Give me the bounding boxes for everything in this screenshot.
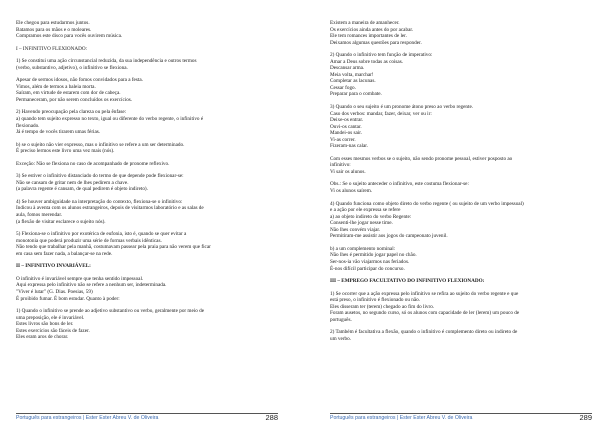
text-line: Estes livros são bons de ler. <box>16 321 74 328</box>
text-line: Ele chegou para estudarmos juntos. <box>16 20 90 26</box>
text-line: Não tendo que trabalhar pela manhã, costumavam passear pela praia para não verem que ficar <box>16 244 211 251</box>
left-page-footer <box>16 413 278 422</box>
left-page <box>16 20 278 424</box>
text-line: Fizeram-nas calar. <box>330 143 369 150</box>
text-line: aula, fomos merendar. <box>16 212 63 219</box>
text-line: Com esses mesmos verbos se o sujeito, não sendo pronome pessoal, estiver posposto ao <box>330 155 513 162</box>
text-line: Deixe-os entrar. <box>330 117 364 124</box>
text-line: 4) Se houver ambiguidade na interpretação do contexto, flexiona-se o infinitivo: <box>16 198 183 205</box>
text-line: 5) Flexiona-se o infinitivo por exotérica de eufonia, isto é, quando se quer evitar a <box>16 231 187 238</box>
page-number: 288 <box>265 413 278 422</box>
text-line: Consenti-lhe jogar nesse time. <box>330 220 393 227</box>
text-line: está preso, o infinitivo é flexionado ou não. <box>330 297 421 304</box>
text-line: flexionado. <box>16 122 40 129</box>
footer-rule <box>16 413 278 414</box>
text-line: Eles disseram ter (terem) chegado ao fim do livro. <box>330 303 435 310</box>
text-line: (a palavra regente é cansam, de qual pedirem é objeto indireto). <box>16 186 148 193</box>
text-line: 2) Havendo preocupação pela clareza ou pela ênfase: <box>16 109 127 116</box>
footer-rule <box>330 413 592 414</box>
section-heading: II – INFINITIVO INVARIÁVEL: <box>16 263 91 270</box>
text-line: 1) Se constitui uma ação circunstancial reduzida, da sua independência e outros termos <box>16 58 197 65</box>
text-line: I – INFINITIVO FLEXIONADO: <box>16 45 88 52</box>
text-line: 1) Quando o infinitivo se prende ao adjetivo substantivo ou verbo, geralmente por meio de <box>16 308 204 315</box>
section-heading: III – EMPREGO FACULTATIVO DO INFINITIVO FLEXIONADO: <box>330 278 485 285</box>
text-line: Compramos este disco para vocês ouvirem música. <box>16 33 123 40</box>
text-line: Saíram, em virtude de estarem com dor de cabeça. <box>16 90 121 97</box>
text-line: uma preposição, ele é invariável. <box>16 314 85 321</box>
text-line: (a flexão de visitar esclarece o sujeito nós). <box>16 218 106 225</box>
text-line: O infinitivo é invariável sempre que tenha sentido impessoal. <box>16 275 144 282</box>
text-line: Ser-nos-ia vão viajarmos nas feriados. <box>330 258 410 265</box>
text-line: É-nos difícil participar do concurso. <box>330 265 405 272</box>
text-line: Obs.: Se o sujeito anteceder o infinitivo, este costuma flexionar-se: <box>330 181 469 188</box>
text-line: Não se cansam de gritar nem de lhes pedirem a chave. <box>16 179 129 186</box>
footer-text: Português para estrangeiros | Ester Ester Abreu V. de Oliveira <box>330 415 473 421</box>
text-line: Batamos para os mãos e o moleares. <box>16 26 92 33</box>
text-line: Cessar fogo. <box>330 84 356 91</box>
page-number: 289 <box>579 413 592 422</box>
text-line: Apesar de sermos idosos, não fomos convidados para a festa. <box>16 77 143 84</box>
text-line: Vi sair os alunos. <box>330 168 366 175</box>
text-line: Preparar para o combate. <box>330 91 382 98</box>
text-line: b) se o sujeito não vier expresso, mas o infinitivo se refere a um ser determinado. <box>16 141 185 148</box>
text-line: Vimos, além de termos a baleia morta. <box>16 83 96 90</box>
text-line: Já é tempo de vocês tirarem umas férias. <box>16 129 101 136</box>
text-line: Eles eram aros de chorar. <box>16 334 69 341</box>
text-line: infinitivo: <box>330 162 351 169</box>
text-line: 2) Também é facultativa a flexão, quando o infinitivo é complemento direto ou indireto de <box>330 329 518 336</box>
text-line: 1) Se ocorrer que a ação expressa pelo infinitivo se refira ao sujeito do verbo regente e que <box>330 290 519 297</box>
text-line: Foram ausetos, no segundo curso, só os alunos com capacidade de ler (lerem) um pouco de <box>330 310 520 317</box>
text-line: um verbo. <box>330 335 352 342</box>
text-line: Estes exercícios são fáceis de fazer. <box>16 327 90 334</box>
text-line: É proibido fumar. É bom estudar. Quanto à poder: <box>16 295 120 302</box>
text-line: Completar as lacunas. <box>330 78 376 85</box>
text-line: Não lhes convém viajar. <box>330 226 381 233</box>
text-line: Não lhes é permitido jogar papel no chão. <box>330 252 417 259</box>
text-line: a) quando tem sujeito expresso no texto, igual ou diferente do verbo regente, o infinitivo é <box>16 116 204 123</box>
text-line: Deixamos algumas questões para responder. <box>330 39 422 46</box>
text-line: Amar a Deus sobre todas as coisas. <box>330 58 404 65</box>
text-line: 4) Quando funciona como objeto direto do verbo regente ( ou sujeito de um verbo impessoal) <box>330 200 524 207</box>
text-line: em casa sem fazer nada, a balançar-se na rede. <box>16 250 113 257</box>
text-line: Permaneceram, por não serem concluídos os exercícios. <box>16 96 133 103</box>
text-line: a) ao objeto indireto do verbo Regente: <box>330 213 412 220</box>
text-line: b) a um complemento nominal: <box>330 245 396 252</box>
right-page <box>330 20 592 424</box>
text-line: Aqui expressa pelo infinitivo não se refere a nenhum ser, indeterminada. <box>16 282 167 289</box>
right-page-footer <box>330 413 592 422</box>
text-line: Meia volta, marchar! <box>330 71 374 78</box>
text-line: Os exercícios ainda antes do por acabar. <box>330 26 414 33</box>
text-line: Indicou à aventa com os alunos estrangeiros, depois de visitarmos laboratório e as salas de <box>16 205 204 212</box>
footer-text: Português para estrangeiros | Ester Ester Abreu V. de Oliveira <box>16 415 159 421</box>
text-line: Ele tem romances importantes de ler. <box>330 33 407 40</box>
text-line: monotonia que poderá produzir uma série de formas verbais idênticas. <box>16 237 162 244</box>
text-line: (verbo, substantivo, adjetivo), o infinitivo se flexiona. <box>16 64 128 71</box>
text-line: Permitiram-me assistir aos jogos do campeonato juvenil. <box>330 233 448 240</box>
text-line: "Viver é lutar" (G. Dias. Poesias, 59) <box>16 288 93 295</box>
text-line: Vi-as correr. <box>330 136 356 143</box>
text-line: português. <box>330 316 352 323</box>
text-line: Vi os alunos saírem. <box>330 188 373 195</box>
text-line: Ouvi-os cantar. <box>330 123 362 130</box>
text-line: Exceção: Não se flexiona no caso de acompanhado de pronome reflexivo. <box>16 160 170 167</box>
text-line: 3) Se estiver o infinitivo distanciado do termo de que depende pode flexionar-se: <box>16 173 184 180</box>
text-line: Caso dos verbos: mandar, fazer, deixar, ver ou ir: <box>330 110 432 117</box>
text-line: Mandei-os sair. <box>330 130 362 137</box>
text-line: Existem a maneira de amanhecer. <box>330 20 400 26</box>
text-line: É preciso lermos este livro uma vez mais (nós). <box>16 148 115 155</box>
text-line: Descansar arma. <box>330 65 365 72</box>
text-line: e a ação por ele expressa se refere <box>330 207 401 214</box>
text-line: 3) Quando o seu sujeito é um pronome átono preso ao verbo regente. <box>330 104 474 111</box>
text-line: 2) Quando o infinitivo tem função de imperativo: <box>330 52 433 59</box>
